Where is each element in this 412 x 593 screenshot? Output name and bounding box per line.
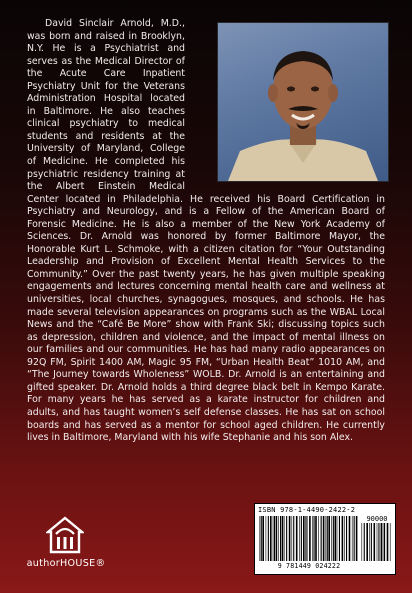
barcode-bar — [303, 516, 305, 561]
author-biography — [27, 18, 385, 445]
barcode-bar — [383, 523, 384, 561]
barcode-main-bars — [259, 516, 359, 561]
authorhouse-logo-icon — [46, 516, 84, 554]
barcode-bar — [278, 516, 279, 561]
barcode-bar — [346, 516, 347, 561]
barcode-bar — [349, 516, 351, 561]
barcode-bar — [293, 516, 294, 561]
barcode-bar — [321, 516, 322, 561]
barcode-bar — [339, 516, 340, 561]
barcode-bar — [328, 516, 330, 561]
barcode-bar — [356, 516, 358, 561]
barcode-bar — [261, 516, 262, 561]
barcode-bar — [378, 523, 379, 561]
barcode-bar — [289, 516, 291, 561]
isbn-barcode — [254, 503, 396, 575]
barcode-bar — [318, 516, 319, 561]
barcode-bar — [312, 516, 313, 561]
barcode-bar — [284, 516, 285, 561]
barcode-bar — [286, 516, 287, 561]
isbn-number: ISBN 978-1-4490-2422-2 — [258, 506, 356, 514]
barcode-bar — [260, 516, 261, 561]
barcode-bar — [369, 523, 370, 561]
ean-number: 9 781449 024222 — [277, 562, 341, 570]
barcode-bar — [299, 516, 300, 561]
barcode-bar — [327, 516, 328, 561]
barcode-bar — [270, 516, 272, 561]
barcode-bar — [301, 516, 302, 561]
barcode-bar — [352, 516, 353, 561]
barcode-bar — [335, 516, 337, 561]
barcode-bar — [280, 516, 281, 561]
photo-text-wrap-spacer — [185, 18, 385, 183]
barcode-bar — [381, 523, 383, 561]
barcode-bar — [337, 516, 338, 561]
barcode-bar — [366, 523, 368, 561]
barcode-bar — [377, 523, 378, 561]
barcode-bar — [323, 516, 325, 561]
barcode-bar — [371, 523, 372, 561]
barcode-bar — [276, 516, 278, 561]
barcode-bar — [262, 516, 264, 561]
barcode-bar — [274, 516, 275, 561]
barcode-bar — [309, 516, 311, 561]
barcode-bar — [306, 516, 307, 561]
barcode-bar — [314, 516, 315, 561]
barcode-bar — [384, 523, 385, 561]
barcode-bar — [331, 516, 332, 561]
barcode-bar — [268, 516, 269, 561]
barcode-bar — [266, 516, 267, 561]
barcode-bar — [364, 523, 365, 561]
barcode-addon-number: 90000 — [366, 515, 388, 523]
barcode-bar — [296, 516, 298, 561]
biography-text: David Sinclair Arnold, M.D., was born and raised in Brooklyn, N.Y. He is a Psychiatrist and serves as the Medical Director of the Acute Care Inpatient Psychiatry Unit for the Veterans Administration Hospital located in Baltimore. He also teaches clinical psychiatry to medical students and residents at the University of Maryland, College of Medicine. He completed his psychiatric residency training at the Albert Einstein Medical Center located in Philadelphia. He received his Board Certification in Psychiatry and Neurology, and is a Fellow of the American Board of Forensic Medicine. He is also a member of the New York Academy of Sciences. Dr. Arnold was honored by former Baltimore Mayor, the Honorable Kurt L. Schmoke, with a citizen citation for “Your Outstanding Leadership and Provision of Excellent Mental Health Services to the Community.” Over the past twenty years, he has given multiple speaking engagements and lectures concerning mental health care and wellness at universities, local churches, synagogues, mosques, and schools. He has made several television appearances on programs such as the WBAL Local News and the “Café Be More” show with Frank Ski; discussing topics such as depression, children and violence, and the impact of mental illness on our families and our communities. He has had many radio appearances on 92Q FM, Spirit 1400 AM, Magic 95 FM, “Urban Health Beat” 1010 AM, and “The Journey towards Wholeness” WOLB. Dr. Arnold is an entertaining and gifted speaker. Dr. Arnold holds a third degree black belt in Kempo Karate. For many years he has served as a karate instructor for children and adults, and has taught women’s self defense classes. He has sat on school boards and has served as a mentor for school aged children. He currently lives in Baltimore, Maryland with his wife Stephanie and his son Alex. — [27, 18, 385, 444]
barcode-bar — [374, 523, 376, 561]
barcode-bar — [273, 516, 274, 561]
barcode-bar — [282, 516, 284, 561]
barcode-bar — [292, 516, 293, 561]
barcode-bar — [342, 516, 344, 561]
publisher-name: authorHOUSE® — [26, 558, 106, 569]
barcode-bar — [387, 523, 389, 561]
barcode-bar — [390, 523, 391, 561]
barcode-bar — [354, 516, 355, 561]
barcode-bar — [315, 516, 317, 561]
barcode-bar — [305, 516, 306, 561]
barcode-bar — [326, 516, 327, 561]
barcode-bar — [333, 516, 334, 561]
barcode-bar — [362, 523, 363, 561]
barcode-bar — [344, 516, 345, 561]
barcode-addon-bars — [361, 523, 392, 561]
